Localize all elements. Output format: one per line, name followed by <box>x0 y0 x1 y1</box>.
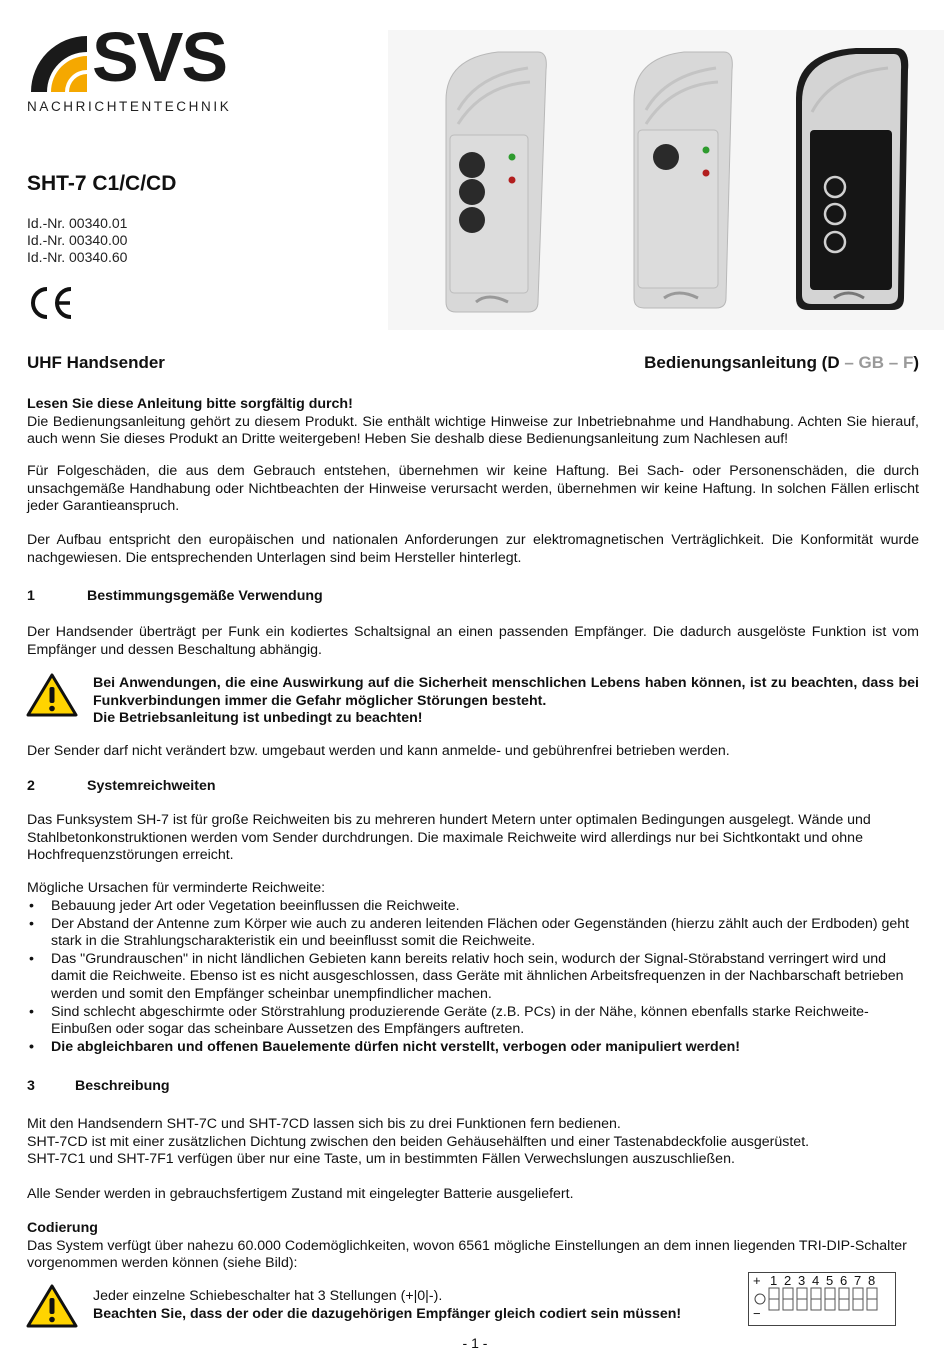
tri-dip-switch-diagram <box>748 1272 896 1326</box>
section-3-paragraph-2: Alle Sender werden in gebrauchsfertigem Zustand mit eingelegter Batterie ausgeliefert. <box>27 1186 574 1202</box>
description-line-2: SHT-7CD ist mit einer zusätzlichen Dichtung zwischen den beiden Gehäusehälften und einer Tastenabdeckfolie ausgerüstet. <box>27 1133 810 1150</box>
intro-block <box>27 396 919 449</box>
id-number-3: Id.-Nr. 00340.60 <box>27 249 128 265</box>
section-3-number: 3 <box>27 1078 35 1094</box>
product-title: SHT-7 C1/C/CD <box>27 172 177 195</box>
page-number: - 1 - <box>462 1335 488 1351</box>
coding-warning-line-2: Beachten Sie, dass der oder die dazugehörigen Empfänger gleich codiert sein müssen! <box>93 1305 682 1322</box>
list-item: • Das "Grundrauschen" in nicht ländlichen Gebieten kann bereits relativ hoch sein, wodurch der Signal-Störabstand verringert wird und damit die Reichweite. Ebenso ist es nicht ausgeschlossen, dass Geräte mit ähnlichen Arbeitsfrequenzen in der Nachbarschaft betrieben werden und somit den Empfänger scheinbar unempfindlicher machen. <box>27 951 919 1004</box>
ce-mark-icon <box>27 285 75 321</box>
lang-sep-2: – <box>884 353 903 372</box>
list-item: • Der Abstand der Antenne zum Körper wie auch zu anderen leitenden Flächen oder Gegenständen (hierzu zählt auch der Erdboden) geht stark in die Strahlungscharakteristik ein und beeinflusst somit die Reichweite. <box>27 916 919 951</box>
warning-text-2: Die Betriebsanleitung ist unbedingt zu beachten! <box>93 710 423 727</box>
intro-paragraph-2: Für Folgeschäden, die aus dem Gebrauch entstehen, übernehmen wir keine Haftung. Bei Sach- oder Personenschäden, die durch unsachgemäße Handhabung oder Nichtbeachten der Hinweise verursacht werden, übernehmen wir keine Haftung. In solchen Fällen erlischt jeder Garantieanspruch. <box>27 463 919 515</box>
dip-minus-label: − <box>753 1306 761 1321</box>
dip-number-4: 4 <box>812 1273 820 1288</box>
section-1-paragraph-2: Der Sender darf nicht verändert bzw. umgebaut werden und kann anmelde- und gebührenfrei betrieben werden. <box>27 743 730 759</box>
section-3-description <box>27 1116 919 1169</box>
list-item: • Bebauung jeder Art oder Vegetation beeinflussen die Reichweite. <box>27 898 919 916</box>
remote-sht7c <box>446 52 546 312</box>
coding-warning-line-1: Jeder einzelne Schiebeschalter hat 3 Stellungen (+|0|-). <box>93 1288 443 1304</box>
list-item-bold: • Die abgleichbaren und offenen Bauelemente dürfen nicht verstellt, verbogen oder manipuliert werden! <box>27 1039 919 1057</box>
remote-sht7cd <box>796 48 908 310</box>
description-line-1: Mit den Handsendern SHT-7C und SHT-7CD lassen sich bis zu drei Funktionen fern bedienen. <box>27 1116 621 1132</box>
dip-number-3: 3 <box>798 1273 806 1288</box>
coding-warning <box>93 1288 743 1323</box>
section-1-warning <box>93 675 919 728</box>
warning-icon <box>26 672 78 718</box>
lang-gb: GB <box>858 353 885 372</box>
intro-paragraph-1: Die Bedienungsanleitung gehört zu diesem Produkt. Sie enthält wichtige Hinweise zur Inbetriebnahme und Handhabung. Achten Sie hierauf, auch wenn Sie dieses Produkt an Dritte weitergeben! Heben Sie deshalb diese Bedienungsanleitung zum Nachlesen auf! <box>27 413 919 448</box>
remote-sht7c1 <box>634 52 732 308</box>
section-1-title: Bestimmungsgemäße Verwendung <box>87 588 323 604</box>
dip-number-8: 8 <box>868 1273 876 1288</box>
coding-text: Das System verfügt über nahezu 60.000 Codemöglichkeiten, wovon 6561 mögliche Einstellungen an dem innen liegenden TRI-DIP-Schalter vorgenommen werden können (siehe Bild): <box>27 1237 907 1272</box>
lang-f: F <box>902 353 914 372</box>
lang-sep-1: – <box>839 353 859 372</box>
manual-languages <box>644 353 919 373</box>
id-number-1: Id.-Nr. 00340.01 <box>27 215 128 231</box>
section-2-paragraph-1: Das Funksystem SH-7 ist für große Reichweiten bis zu mehreren hundert Metern unter optimalen Bedingungen ausgelegt. Wände und Stahlbetonkonstruktionen werden vom Sender durchdrungen. Die maximale Reichweite wird allerdings nur bei Sichtkontakt und ohne Hochfrequenzstörungen erreicht. <box>27 812 871 864</box>
coding-block <box>27 1220 919 1273</box>
dip-number-6: 6 <box>840 1273 848 1288</box>
description-line-3: SHT-7C1 und SHT-7F1 verfügen über nur eine Taste, um in bestimmten Fällen Verwechslungen auszuschließen. <box>27 1151 735 1168</box>
product-photo <box>388 30 944 330</box>
dip-number-7: 7 <box>854 1273 862 1288</box>
manual-close-paren: ) <box>913 353 919 372</box>
intro-paragraph-3: Der Aufbau entspricht den europäischen und nationalen Anforderungen zur elektromagnetischen Verträglichkeit. Die Konformität wurde nachgewiesen. Die entsprechenden Unterlagen sind beim Hersteller hinterlegt. <box>27 532 919 566</box>
intro-heading: Lesen Sie diese Anleitung bitte sorgfältig durch! <box>27 396 353 412</box>
brand-name: SVS <box>92 18 227 96</box>
dip-number-1: 1 <box>770 1273 778 1288</box>
coding-heading: Codierung <box>27 1220 98 1236</box>
dip-plus-label: + <box>753 1273 761 1288</box>
section-3-title: Beschreibung <box>75 1078 170 1094</box>
list-item: • Sind schlecht abgeschirmte oder Störstrahlung produzierende Geräte (z.B. PCs) in der Nähe, können ebenfalls starke Reichweite-Einbußen oder sogar das scheinbare Aussetzen des Empfängers auftreten. <box>27 1004 919 1039</box>
section-1-number: 1 <box>27 588 35 604</box>
range-bullet-list <box>27 898 919 1056</box>
dip-number-5: 5 <box>826 1273 834 1288</box>
warning-icon <box>26 1283 78 1329</box>
lang-d: D <box>827 353 840 372</box>
section-2-paragraph-2: Mögliche Ursachen für verminderte Reichweite: <box>27 880 326 896</box>
warning-text: Bei Anwendungen, die eine Auswirkung auf die Sicherheit menschlichen Lebens haben können, ist zu beachten, dass bei Funkverbindungen immer die Gefahr möglicher Störungen besteht. <box>93 675 919 709</box>
brand-subtitle: NACHRICHTENTECHNIK <box>27 99 232 114</box>
dip-number-2: 2 <box>784 1273 792 1288</box>
section-2-number: 2 <box>27 778 35 794</box>
id-number-2: Id.-Nr. 00340.00 <box>27 232 128 248</box>
document-category: UHF Handsender <box>27 353 165 372</box>
manual-label: Bedienungsanleitung ( <box>644 353 828 372</box>
section-2-title: Systemreichweiten <box>87 778 216 794</box>
section-1-paragraph-1: Der Handsender überträgt per Funk ein kodiertes Schaltsignal an einen passenden Empfänger. Die dadurch ausgelöste Funktion ist vom Empfänger und dessen Beschaltung abhängig. <box>27 624 919 658</box>
